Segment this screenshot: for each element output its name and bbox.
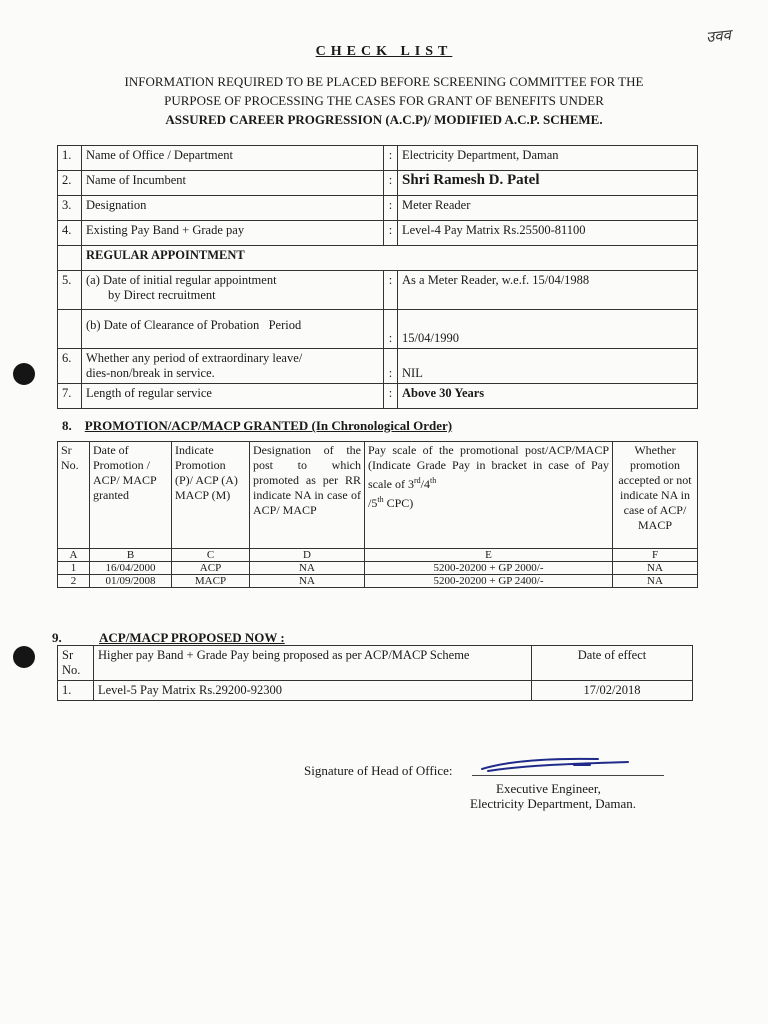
colon: : — [384, 146, 398, 171]
page-title: CHECK LIST — [315, 44, 453, 59]
cell-sr: 2 — [58, 575, 90, 588]
table-row — [58, 349, 698, 384]
header-date: Date of effect — [532, 646, 693, 681]
label-line: (a) Date of initial regular appointment — [86, 273, 277, 287]
signature-scribble — [478, 753, 634, 777]
colon: : — [384, 310, 398, 349]
row-number: 1. — [58, 146, 82, 171]
proposed-table — [57, 645, 693, 701]
label-line: Period — [268, 318, 302, 332]
column-letter: F — [613, 549, 698, 562]
table-row — [58, 196, 698, 221]
column-letter: A — [58, 549, 90, 562]
header-whether: Whether promotion accepted or not indicate NA in case of ACP/ MACP — [613, 442, 698, 549]
table-row — [58, 221, 698, 246]
designation-value: Meter Reader — [398, 196, 698, 221]
table-header-row — [58, 442, 698, 549]
cell-sr: 1 — [58, 562, 90, 575]
header-sr: Sr No. — [58, 442, 90, 549]
cell-date: 16/04/2000 — [90, 562, 172, 575]
row-label — [82, 310, 384, 349]
promotion-table — [57, 441, 698, 588]
punch-hole — [13, 363, 35, 385]
header-date: Date of Promotion / ACP/ MACP granted — [90, 442, 172, 549]
table-header-row — [58, 646, 693, 681]
table-row — [58, 246, 698, 271]
table-row — [58, 575, 698, 588]
row-number: 5. — [58, 271, 82, 310]
cell-designation: NA — [250, 562, 365, 575]
header-designation: Designation of the post to which promoted as per RR indicate NA in case of ACP/ MACP — [250, 442, 365, 549]
table-row — [58, 562, 698, 575]
label-line: by Direct recruitment — [108, 288, 216, 302]
cell-type: MACP — [172, 575, 250, 588]
header-sr: Sr No. — [58, 646, 94, 681]
section-number: 9. — [52, 630, 62, 645]
label-line: Whether any period of extraordinary leave/ — [86, 351, 303, 365]
table-row — [58, 271, 698, 310]
row-number: 7. — [58, 384, 82, 409]
colon: : — [384, 171, 398, 196]
signature-label: Signature of Head of Office: — [304, 763, 453, 778]
header-pay: Higher pay Band + Grade Pay being proposed as per ACP/MACP Scheme — [94, 646, 532, 681]
letters-row — [58, 549, 698, 562]
colon: : — [384, 384, 398, 409]
section-number: 8. — [62, 418, 72, 433]
cell-pay: Level-5 Pay Matrix Rs.29200-92300 — [94, 681, 532, 701]
regular-appointment-heading: REGULAR APPOINTMENT — [82, 246, 698, 271]
colon: : — [384, 221, 398, 246]
section-heading: PROMOTION/ACP/MACP GRANTED (In Chronological Order) — [84, 418, 453, 433]
table-row — [58, 146, 698, 171]
row-number: 6. — [58, 349, 82, 384]
row-label: Existing Pay Band + Grade pay — [82, 221, 384, 246]
table-row — [58, 681, 693, 701]
cell-date: 17/02/2018 — [532, 681, 693, 701]
appointment-value: As a Meter Reader, w.e.f. 15/04/1988 — [398, 271, 698, 310]
service-length-value: Above 30 Years — [398, 384, 698, 409]
cell-sr: 1. — [58, 681, 94, 701]
colon: : — [384, 349, 398, 384]
handwritten-page-number: उवव — [705, 25, 732, 47]
table-row — [58, 171, 698, 196]
row-label — [82, 349, 384, 384]
cell-designation: NA — [250, 575, 365, 588]
colon: : — [384, 196, 398, 221]
punch-hole — [13, 646, 35, 668]
row-number: 2. — [58, 171, 82, 196]
details-table — [57, 145, 698, 409]
row-label: Length of regular service — [82, 384, 384, 409]
office-value: Electricity Department, Daman — [398, 146, 698, 171]
column-letter: C — [172, 549, 250, 562]
section-heading: ACP/MACP PROPOSED NOW : — [99, 630, 285, 645]
table-row — [58, 310, 698, 349]
row-label — [82, 271, 384, 310]
incumbent-value: Shri Ramesh D. Patel — [398, 171, 698, 196]
subtitle-line-2: PURPOSE OF PROCESSING THE CASES FOR GRANT OF BENEFITS UNDER — [164, 93, 604, 108]
row-label: Name of Office / Department — [82, 146, 384, 171]
signatory-designation: Executive Engineer, — [496, 781, 601, 796]
section-9-title — [52, 630, 285, 646]
section-8-title — [62, 418, 452, 434]
cell-whether: NA — [613, 575, 698, 588]
header-indicate: Indicate Promotion (P)/ ACP (A) MACP (M) — [172, 442, 250, 549]
table-row — [58, 384, 698, 409]
cell-type: ACP — [172, 562, 250, 575]
pay-band-value: Level-4 Pay Matrix Rs.25500-81100 — [398, 221, 698, 246]
row-label: Designation — [82, 196, 384, 221]
subtitle-line-3: ASSURED CAREER PROGRESSION (A.C.P)/ MODIFIED A.C.P. SCHEME. — [165, 112, 603, 127]
subtitle-line-1: INFORMATION REQUIRED TO BE PLACED BEFORE SCREENING COMMITTEE FOR THE — [124, 74, 644, 89]
cell-date: 01/09/2008 — [90, 575, 172, 588]
leave-value: NIL — [398, 349, 698, 384]
cell-pay: 5200-20200 + GP 2000/- — [365, 562, 613, 575]
header-pay-scale: Pay scale of the promotional post/ACP/MACP (Indicate Grade Pay in bracket in case of Pay scale of 3rd/4th /5th CPC) — [365, 442, 613, 549]
row-label: Name of Incumbent — [82, 171, 384, 196]
label-line: dies-non/break in service. — [86, 366, 215, 380]
label-line: (b) Date of Clearance of Probation — [86, 318, 260, 332]
probation-value: 15/04/1990 — [398, 310, 698, 349]
row-number: 3. — [58, 196, 82, 221]
cell-pay: 5200-20200 + GP 2400/- — [365, 575, 613, 588]
row-number: 4. — [58, 221, 82, 246]
column-letter: E — [365, 549, 613, 562]
column-letter: B — [90, 549, 172, 562]
colon: : — [384, 271, 398, 310]
column-letter: D — [250, 549, 365, 562]
cell-whether: NA — [613, 562, 698, 575]
signatory-office: Electricity Department, Daman. — [470, 796, 637, 811]
